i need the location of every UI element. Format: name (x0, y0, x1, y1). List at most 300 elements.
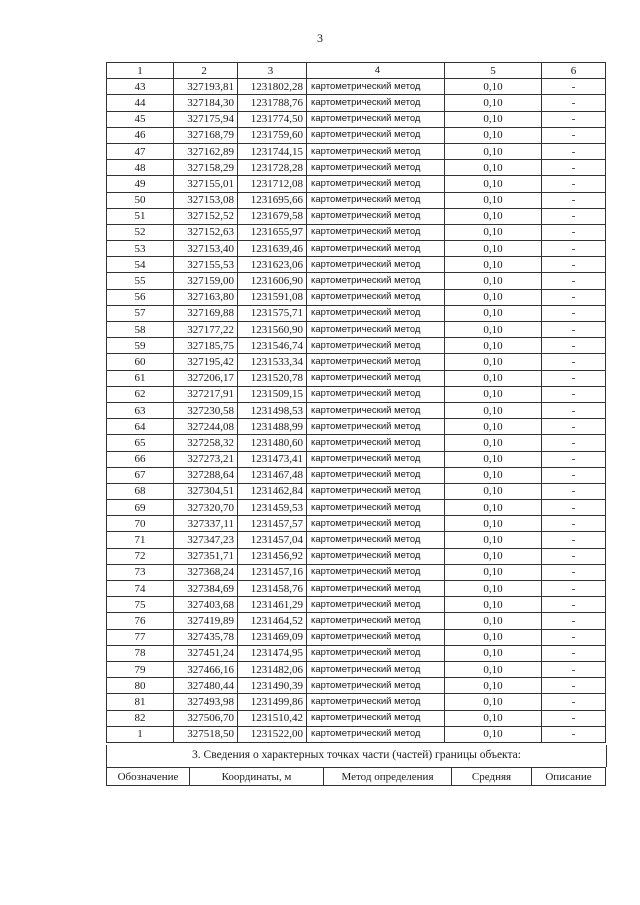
coord-x-cell: 327195,42 (174, 354, 238, 370)
point-number-cell: 58 (107, 322, 174, 338)
point-number-cell: 48 (107, 160, 174, 176)
table-row (107, 208, 606, 224)
accuracy-cell: 0,10 (445, 224, 542, 240)
coordinates-table (106, 62, 606, 743)
coord-x-cell: 327230,58 (174, 402, 238, 418)
table-row (107, 257, 606, 273)
table-row (107, 338, 606, 354)
column-header-coordinates: Координаты, м (190, 768, 324, 786)
description-cell: - (542, 597, 606, 613)
description-cell: - (542, 678, 606, 694)
coord-y-cell: 1231744,15 (238, 143, 307, 159)
coord-y-cell: 1231533,34 (238, 354, 307, 370)
coord-x-cell: 327162,89 (174, 143, 238, 159)
description-cell: - (542, 500, 606, 516)
table-row (107, 305, 606, 321)
method-cell: картометрический метод (307, 257, 445, 273)
accuracy-cell: 0,10 (445, 176, 542, 192)
point-number-cell: 52 (107, 224, 174, 240)
method-cell: картометрический метод (307, 305, 445, 321)
accuracy-cell: 0,10 (445, 419, 542, 435)
coord-x-cell: 327217,91 (174, 386, 238, 402)
header-cell: 1 (107, 63, 174, 79)
coord-y-cell: 1231522,00 (238, 726, 307, 742)
method-cell: картометрический метод (307, 597, 445, 613)
method-cell: картометрический метод (307, 354, 445, 370)
accuracy-cell: 0,10 (445, 645, 542, 661)
column-header-description: Описание (532, 768, 606, 786)
point-number-cell: 44 (107, 95, 174, 111)
coord-x-cell: 327185,75 (174, 338, 238, 354)
method-cell: картометрический метод (307, 289, 445, 305)
description-cell: - (542, 629, 606, 645)
description-cell: - (542, 645, 606, 661)
coord-y-cell: 1231728,28 (238, 160, 307, 176)
point-number-cell: 75 (107, 597, 174, 613)
method-cell: картометрический метод (307, 532, 445, 548)
coord-y-cell: 1231480,60 (238, 435, 307, 451)
point-number-cell: 68 (107, 483, 174, 499)
table-row (107, 597, 606, 613)
table-body (107, 79, 606, 743)
method-cell: картометрический метод (307, 581, 445, 597)
coord-y-cell: 1231469,09 (238, 629, 307, 645)
point-number-cell: 82 (107, 710, 174, 726)
table-row (107, 241, 606, 257)
method-cell: картометрический метод (307, 224, 445, 240)
method-cell: картометрический метод (307, 192, 445, 208)
table-row (107, 289, 606, 305)
coord-y-cell: 1231459,53 (238, 500, 307, 516)
column-header-average: Средняя (452, 768, 532, 786)
coord-y-cell: 1231623,06 (238, 257, 307, 273)
header-cell: 4 (307, 63, 445, 79)
accuracy-cell: 0,10 (445, 435, 542, 451)
point-number-cell: 77 (107, 629, 174, 645)
coord-y-cell: 1231488,99 (238, 419, 307, 435)
accuracy-cell: 0,10 (445, 143, 542, 159)
method-cell: картометрический метод (307, 419, 445, 435)
table-row (107, 192, 606, 208)
column-header-designation: Обозначение (107, 768, 190, 786)
accuracy-cell: 0,10 (445, 402, 542, 418)
coord-y-cell: 1231458,76 (238, 581, 307, 597)
description-cell: - (542, 516, 606, 532)
table-row (107, 419, 606, 435)
accuracy-cell: 0,10 (445, 111, 542, 127)
point-number-cell: 76 (107, 613, 174, 629)
coord-x-cell: 327384,69 (174, 581, 238, 597)
coord-x-cell: 327258,32 (174, 435, 238, 451)
table-row (107, 710, 606, 726)
coord-x-cell: 327193,81 (174, 79, 238, 95)
table-row (107, 645, 606, 661)
coord-x-cell: 327506,70 (174, 710, 238, 726)
method-cell: картометрический метод (307, 726, 445, 742)
table-row (107, 451, 606, 467)
coord-x-cell: 327403,68 (174, 597, 238, 613)
coord-x-cell: 327351,71 (174, 548, 238, 564)
coord-y-cell: 1231467,48 (238, 467, 307, 483)
method-cell: картометрический метод (307, 273, 445, 289)
description-cell: - (542, 467, 606, 483)
method-cell: картометрический метод (307, 694, 445, 710)
table-row (107, 176, 606, 192)
coord-y-cell: 1231473,41 (238, 451, 307, 467)
description-cell: - (542, 241, 606, 257)
table-row (107, 581, 606, 597)
coord-y-cell: 1231520,78 (238, 370, 307, 386)
coord-x-cell: 327273,21 (174, 451, 238, 467)
accuracy-cell: 0,10 (445, 354, 542, 370)
coord-y-cell: 1231679,58 (238, 208, 307, 224)
point-number-cell: 46 (107, 127, 174, 143)
accuracy-cell: 0,10 (445, 241, 542, 257)
coord-y-cell: 1231490,39 (238, 678, 307, 694)
point-number-cell: 71 (107, 532, 174, 548)
description-cell: - (542, 402, 606, 418)
coord-x-cell: 327244,08 (174, 419, 238, 435)
accuracy-cell: 0,10 (445, 613, 542, 629)
method-cell: картометрический метод (307, 629, 445, 645)
point-number-cell: 70 (107, 516, 174, 532)
point-number-cell: 73 (107, 564, 174, 580)
method-cell: картометрический метод (307, 79, 445, 95)
accuracy-cell: 0,10 (445, 127, 542, 143)
point-number-cell: 64 (107, 419, 174, 435)
description-cell: - (542, 305, 606, 321)
table-row (107, 402, 606, 418)
method-cell: картометрический метод (307, 241, 445, 257)
coord-y-cell: 1231774,50 (238, 111, 307, 127)
method-cell: картометрический метод (307, 516, 445, 532)
coord-y-cell: 1231639,46 (238, 241, 307, 257)
description-cell: - (542, 273, 606, 289)
method-cell: картометрический метод (307, 661, 445, 677)
section-3-title: 3. Сведения о характерных точках части (частей) границы объекта: (106, 745, 607, 767)
table-row (107, 224, 606, 240)
coord-y-cell: 1231457,16 (238, 564, 307, 580)
description-cell: - (542, 95, 606, 111)
description-cell: - (542, 143, 606, 159)
table-row (107, 516, 606, 532)
point-number-cell: 60 (107, 354, 174, 370)
coord-y-cell: 1231655,97 (238, 224, 307, 240)
accuracy-cell: 0,10 (445, 160, 542, 176)
coord-y-cell: 1231464,52 (238, 613, 307, 629)
table-row (107, 354, 606, 370)
description-cell: - (542, 160, 606, 176)
accuracy-cell: 0,10 (445, 192, 542, 208)
description-cell: - (542, 176, 606, 192)
coord-x-cell: 327177,22 (174, 322, 238, 338)
coord-x-cell: 327159,00 (174, 273, 238, 289)
point-number-cell: 66 (107, 451, 174, 467)
description-cell: - (542, 548, 606, 564)
point-number-cell: 55 (107, 273, 174, 289)
method-cell: картометрический метод (307, 710, 445, 726)
table-row (107, 500, 606, 516)
accuracy-cell: 0,10 (445, 273, 542, 289)
accuracy-cell: 0,10 (445, 257, 542, 273)
section-3-header-table (106, 767, 606, 786)
accuracy-cell: 0,10 (445, 710, 542, 726)
method-cell: картометрический метод (307, 564, 445, 580)
coord-y-cell: 1231456,92 (238, 548, 307, 564)
accuracy-cell: 0,10 (445, 694, 542, 710)
description-cell: - (542, 208, 606, 224)
coord-y-cell: 1231575,71 (238, 305, 307, 321)
accuracy-cell: 0,10 (445, 516, 542, 532)
coord-y-cell: 1231759,60 (238, 127, 307, 143)
table-header-row (107, 63, 606, 79)
column-header-method: Метод определения (324, 768, 452, 786)
accuracy-cell: 0,10 (445, 386, 542, 402)
point-number-cell: 69 (107, 500, 174, 516)
accuracy-cell: 0,10 (445, 338, 542, 354)
accuracy-cell: 0,10 (445, 289, 542, 305)
description-cell: - (542, 661, 606, 677)
coord-y-cell: 1231802,28 (238, 79, 307, 95)
method-cell: картометрический метод (307, 176, 445, 192)
description-cell: - (542, 192, 606, 208)
coord-x-cell: 327451,24 (174, 645, 238, 661)
method-cell: картометрический метод (307, 451, 445, 467)
point-number-cell: 63 (107, 402, 174, 418)
accuracy-cell: 0,10 (445, 322, 542, 338)
point-number-cell: 43 (107, 79, 174, 95)
coord-x-cell: 327169,88 (174, 305, 238, 321)
description-cell: - (542, 419, 606, 435)
point-number-cell: 53 (107, 241, 174, 257)
accuracy-cell: 0,10 (445, 597, 542, 613)
coord-x-cell: 327304,51 (174, 483, 238, 499)
accuracy-cell: 0,10 (445, 581, 542, 597)
accuracy-cell: 0,10 (445, 79, 542, 95)
coord-x-cell: 327155,53 (174, 257, 238, 273)
coord-y-cell: 1231457,57 (238, 516, 307, 532)
method-cell: картометрический метод (307, 127, 445, 143)
accuracy-cell: 0,10 (445, 370, 542, 386)
coord-x-cell: 327493,98 (174, 694, 238, 710)
method-cell: картометрический метод (307, 678, 445, 694)
table-row (107, 564, 606, 580)
point-number-cell: 72 (107, 548, 174, 564)
table-row (107, 678, 606, 694)
table-row (107, 661, 606, 677)
coord-x-cell: 327168,79 (174, 127, 238, 143)
coord-x-cell: 327480,44 (174, 678, 238, 694)
point-number-cell: 67 (107, 467, 174, 483)
coord-x-cell: 327175,94 (174, 111, 238, 127)
description-cell: - (542, 483, 606, 499)
point-number-cell: 59 (107, 338, 174, 354)
accuracy-cell: 0,10 (445, 208, 542, 224)
point-number-cell: 54 (107, 257, 174, 273)
coord-x-cell: 327184,30 (174, 95, 238, 111)
method-cell: картометрический метод (307, 111, 445, 127)
description-cell: - (542, 694, 606, 710)
method-cell: картометрический метод (307, 338, 445, 354)
point-number-cell: 80 (107, 678, 174, 694)
coord-y-cell: 1231509,15 (238, 386, 307, 402)
table-row (107, 370, 606, 386)
table-row (107, 467, 606, 483)
description-cell: - (542, 79, 606, 95)
description-cell: - (542, 564, 606, 580)
method-cell: картометрический метод (307, 613, 445, 629)
table-row (107, 143, 606, 159)
point-number-cell: 57 (107, 305, 174, 321)
point-number-cell: 61 (107, 370, 174, 386)
description-cell: - (542, 613, 606, 629)
header-cell: 5 (445, 63, 542, 79)
table-row (107, 111, 606, 127)
coord-x-cell: 327466,16 (174, 661, 238, 677)
coord-x-cell: 327206,17 (174, 370, 238, 386)
method-cell: картометрический метод (307, 402, 445, 418)
description-cell: - (542, 354, 606, 370)
method-cell: картометрический метод (307, 322, 445, 338)
table-row (107, 629, 606, 645)
point-number-cell: 47 (107, 143, 174, 159)
accuracy-cell: 0,10 (445, 726, 542, 742)
coord-x-cell: 327152,63 (174, 224, 238, 240)
table-row (107, 95, 606, 111)
method-cell: картометрический метод (307, 435, 445, 451)
coord-x-cell: 327347,23 (174, 532, 238, 548)
description-cell: - (542, 710, 606, 726)
point-number-cell: 50 (107, 192, 174, 208)
section-3-header-row (107, 768, 606, 786)
accuracy-cell: 0,10 (445, 467, 542, 483)
description-cell: - (542, 532, 606, 548)
description-cell: - (542, 338, 606, 354)
description-cell: - (542, 224, 606, 240)
method-cell: картометрический метод (307, 548, 445, 564)
description-cell: - (542, 289, 606, 305)
method-cell: картометрический метод (307, 645, 445, 661)
accuracy-cell: 0,10 (445, 305, 542, 321)
table-row (107, 532, 606, 548)
method-cell: картометрический метод (307, 143, 445, 159)
coord-y-cell: 1231695,66 (238, 192, 307, 208)
point-number-cell: 56 (107, 289, 174, 305)
method-cell: картометрический метод (307, 500, 445, 516)
description-cell: - (542, 435, 606, 451)
coord-x-cell: 327419,89 (174, 613, 238, 629)
table-row (107, 273, 606, 289)
coord-x-cell: 327155,01 (174, 176, 238, 192)
accuracy-cell: 0,10 (445, 483, 542, 499)
coord-y-cell: 1231510,42 (238, 710, 307, 726)
point-number-cell: 79 (107, 661, 174, 677)
accuracy-cell: 0,10 (445, 678, 542, 694)
point-number-cell: 51 (107, 208, 174, 224)
table-row (107, 160, 606, 176)
accuracy-cell: 0,10 (445, 548, 542, 564)
coord-y-cell: 1231498,53 (238, 402, 307, 418)
coord-x-cell: 327435,78 (174, 629, 238, 645)
coord-y-cell: 1231546,74 (238, 338, 307, 354)
point-number-cell: 65 (107, 435, 174, 451)
method-cell: картометрический метод (307, 386, 445, 402)
accuracy-cell: 0,10 (445, 500, 542, 516)
description-cell: - (542, 451, 606, 467)
point-number-cell: 1 (107, 726, 174, 742)
header-cell: 6 (542, 63, 606, 79)
accuracy-cell: 0,10 (445, 451, 542, 467)
coord-y-cell: 1231474,95 (238, 645, 307, 661)
coord-x-cell: 327158,29 (174, 160, 238, 176)
coord-y-cell: 1231712,08 (238, 176, 307, 192)
coord-y-cell: 1231606,90 (238, 273, 307, 289)
coord-x-cell: 327288,64 (174, 467, 238, 483)
coord-x-cell: 327518,50 (174, 726, 238, 742)
coord-y-cell: 1231788,76 (238, 95, 307, 111)
method-cell: картометрический метод (307, 208, 445, 224)
table-row (107, 322, 606, 338)
coord-y-cell: 1231560,90 (238, 322, 307, 338)
accuracy-cell: 0,10 (445, 532, 542, 548)
method-cell: картометрический метод (307, 483, 445, 499)
coord-y-cell: 1231499,86 (238, 694, 307, 710)
description-cell: - (542, 322, 606, 338)
coord-x-cell: 327153,40 (174, 241, 238, 257)
point-number-cell: 49 (107, 176, 174, 192)
description-cell: - (542, 127, 606, 143)
accuracy-cell: 0,10 (445, 661, 542, 677)
table-row (107, 694, 606, 710)
coord-x-cell: 327368,24 (174, 564, 238, 580)
table-row (107, 386, 606, 402)
description-cell: - (542, 370, 606, 386)
coord-y-cell: 1231591,08 (238, 289, 307, 305)
description-cell: - (542, 386, 606, 402)
coord-x-cell: 327320,70 (174, 500, 238, 516)
point-number-cell: 78 (107, 645, 174, 661)
table-row (107, 79, 606, 95)
table-row (107, 548, 606, 564)
table-row (107, 127, 606, 143)
coord-x-cell: 327163,80 (174, 289, 238, 305)
coord-y-cell: 1231462,84 (238, 483, 307, 499)
table-row (107, 435, 606, 451)
coord-x-cell: 327337,11 (174, 516, 238, 532)
table-row (107, 483, 606, 499)
description-cell: - (542, 257, 606, 273)
accuracy-cell: 0,10 (445, 564, 542, 580)
description-cell: - (542, 581, 606, 597)
table-row (107, 726, 606, 742)
header-cell: 2 (174, 63, 238, 79)
method-cell: картометрический метод (307, 95, 445, 111)
point-number-cell: 45 (107, 111, 174, 127)
accuracy-cell: 0,10 (445, 629, 542, 645)
point-number-cell: 62 (107, 386, 174, 402)
coord-y-cell: 1231457,04 (238, 532, 307, 548)
description-cell: - (542, 726, 606, 742)
coord-y-cell: 1231461,29 (238, 597, 307, 613)
coord-x-cell: 327152,52 (174, 208, 238, 224)
accuracy-cell: 0,10 (445, 95, 542, 111)
method-cell: картометрический метод (307, 467, 445, 483)
point-number-cell: 81 (107, 694, 174, 710)
coord-x-cell: 327153,08 (174, 192, 238, 208)
page-number: 3 (317, 31, 323, 45)
description-cell: - (542, 111, 606, 127)
point-number-cell: 74 (107, 581, 174, 597)
